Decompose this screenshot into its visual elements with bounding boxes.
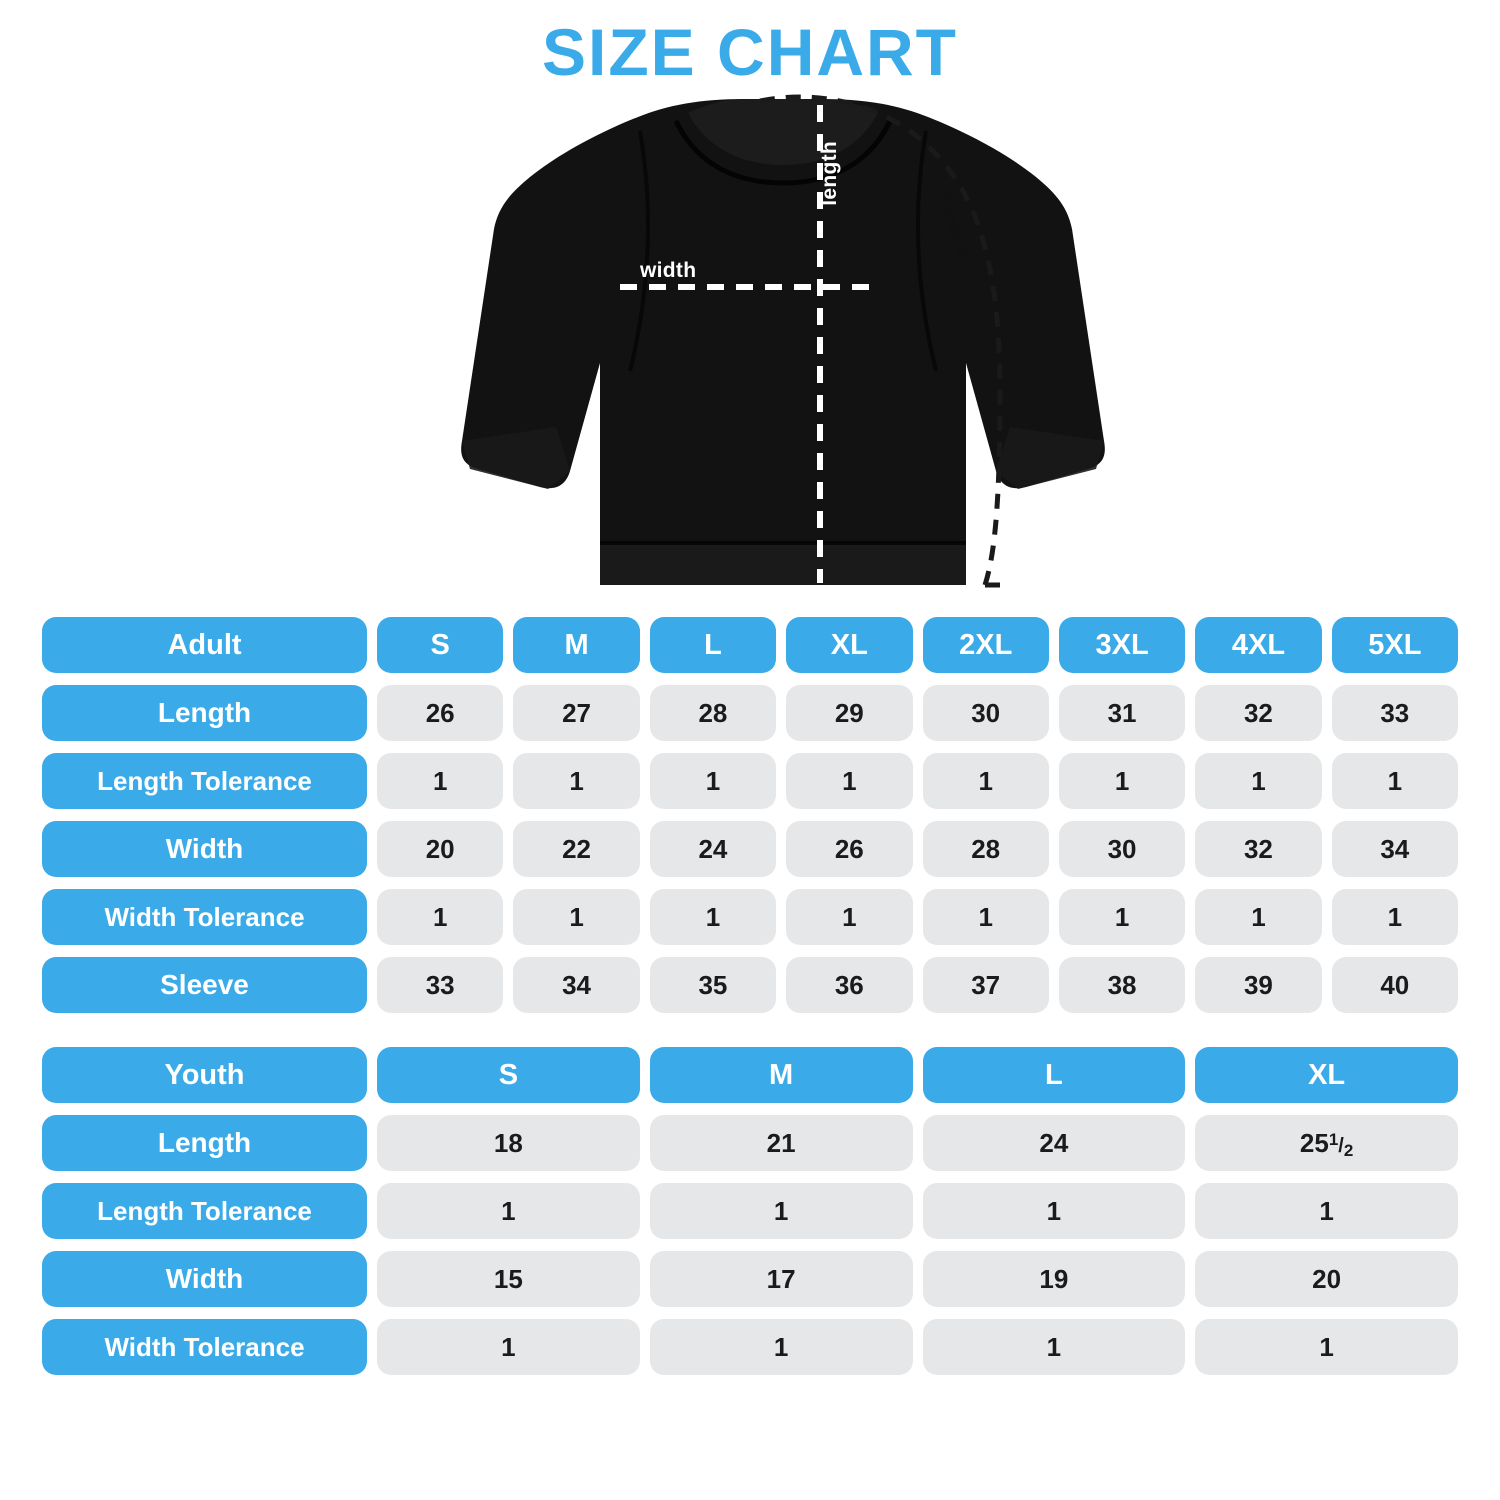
adult-sleeve-m: 34 — [513, 957, 639, 1013]
youth-width-m: 17 — [650, 1251, 913, 1307]
adult-row-label-width-tolerance: Width Tolerance — [42, 889, 367, 945]
adult-sleeve-4xl: 39 — [1195, 957, 1321, 1013]
youth-width-tol-l: 1 — [923, 1319, 1186, 1375]
adult-length-l: 28 — [650, 685, 776, 741]
adult-width-2xl: 28 — [923, 821, 1049, 877]
garment-illustration — [0, 91, 1500, 611]
adult-col-header-5xl: 5XL — [1332, 617, 1458, 673]
adult-width-tol-5xl: 1 — [1332, 889, 1458, 945]
youth-col-header-xl: XL — [1195, 1047, 1458, 1103]
youth-row-label-length-tolerance: Length Tolerance — [42, 1183, 367, 1239]
adult-row-label-length: Length — [42, 685, 367, 741]
adult-sleeve-2xl: 37 — [923, 957, 1049, 1013]
adult-width-tol-xl: 1 — [786, 889, 912, 945]
adult-length-s: 26 — [377, 685, 503, 741]
adult-width-tol-m: 1 — [513, 889, 639, 945]
width-label: width — [640, 259, 697, 283]
length-label: length — [818, 141, 841, 207]
adult-width-tol-4xl: 1 — [1195, 889, 1321, 945]
youth-col-header-m: M — [650, 1047, 913, 1103]
adult-length-tol-l: 1 — [650, 753, 776, 809]
adult-length-tol-4xl: 1 — [1195, 753, 1321, 809]
adult-width-l: 24 — [650, 821, 776, 877]
adult-col-header-4xl: 4XL — [1195, 617, 1321, 673]
adult-row-label-length-tolerance: Length Tolerance — [42, 753, 367, 809]
youth-length-tol-s: 1 — [377, 1183, 640, 1239]
youth-length-tol-l: 1 — [923, 1183, 1186, 1239]
youth-length-tol-xl: 1 — [1195, 1183, 1458, 1239]
youth-row-label-width-tolerance: Width Tolerance — [42, 1319, 367, 1375]
adult-col-header-m: M — [513, 617, 639, 673]
adult-length-5xl: 33 — [1332, 685, 1458, 741]
youth-row-label-length: Length — [42, 1115, 367, 1171]
adult-width-5xl: 34 — [1332, 821, 1458, 877]
adult-length-tol-2xl: 1 — [923, 753, 1049, 809]
adult-width-tol-s: 1 — [377, 889, 503, 945]
adult-width-tol-l: 1 — [650, 889, 776, 945]
adult-length-4xl: 32 — [1195, 685, 1321, 741]
adult-length-tol-s: 1 — [377, 753, 503, 809]
adult-table-header: Adult — [42, 617, 367, 673]
page-title: SIZE CHART — [542, 15, 958, 89]
adult-sleeve-xl: 36 — [786, 957, 912, 1013]
adult-length-tol-5xl: 1 — [1332, 753, 1458, 809]
adult-width-3xl: 30 — [1059, 821, 1185, 877]
youth-size-table — [0, 1047, 1500, 1375]
adult-col-header-2xl: 2XL — [923, 617, 1049, 673]
adult-width-4xl: 32 — [1195, 821, 1321, 877]
adult-width-m: 22 — [513, 821, 639, 877]
adult-sleeve-s: 33 — [377, 957, 503, 1013]
youth-col-header-l: L — [923, 1047, 1186, 1103]
adult-length-tol-3xl: 1 — [1059, 753, 1185, 809]
adult-width-s: 20 — [377, 821, 503, 877]
sleeve-label: sleeve — [933, 189, 976, 260]
youth-width-xl: 20 — [1195, 1251, 1458, 1307]
youth-length-xl — [1195, 1115, 1458, 1171]
adult-col-header-xl: XL — [786, 617, 912, 673]
adult-col-header-l: L — [650, 617, 776, 673]
adult-row-label-sleeve: Sleeve — [42, 957, 367, 1013]
adult-col-header-3xl: 3XL — [1059, 617, 1185, 673]
adult-width-tol-3xl: 1 — [1059, 889, 1185, 945]
adult-length-tol-xl: 1 — [786, 753, 912, 809]
adult-col-header-s: S — [377, 617, 503, 673]
adult-sleeve-5xl: 40 — [1332, 957, 1458, 1013]
youth-width-s: 15 — [377, 1251, 640, 1307]
youth-length-xl-fraction: $25^1/2$ — [1299, 1127, 1354, 1160]
adult-row-label-width: Width — [42, 821, 367, 877]
youth-length-m: 21 — [650, 1115, 913, 1171]
adult-width-tol-2xl: 1 — [923, 889, 1049, 945]
youth-table-header: Youth — [42, 1047, 367, 1103]
sweatshirt-svg — [0, 91, 1500, 611]
youth-length-l: 24 — [923, 1115, 1186, 1171]
adult-length-tol-m: 1 — [513, 753, 639, 809]
adult-length-xl: 29 — [786, 685, 912, 741]
youth-row-label-width: Width — [42, 1251, 367, 1307]
youth-length-tol-m: 1 — [650, 1183, 913, 1239]
adult-sleeve-l: 35 — [650, 957, 776, 1013]
youth-width-tol-xl: 1 — [1195, 1319, 1458, 1375]
adult-sleeve-3xl: 38 — [1059, 957, 1185, 1013]
youth-width-tol-m: 1 — [650, 1319, 913, 1375]
youth-width-tol-s: 1 — [377, 1319, 640, 1375]
adult-size-table — [0, 617, 1500, 1013]
adult-width-xl: 26 — [786, 821, 912, 877]
adult-length-m: 27 — [513, 685, 639, 741]
adult-length-2xl: 30 — [923, 685, 1049, 741]
youth-length-s: 18 — [377, 1115, 640, 1171]
adult-length-3xl: 31 — [1059, 685, 1185, 741]
youth-width-l: 19 — [923, 1251, 1186, 1307]
youth-col-header-s: S — [377, 1047, 640, 1103]
